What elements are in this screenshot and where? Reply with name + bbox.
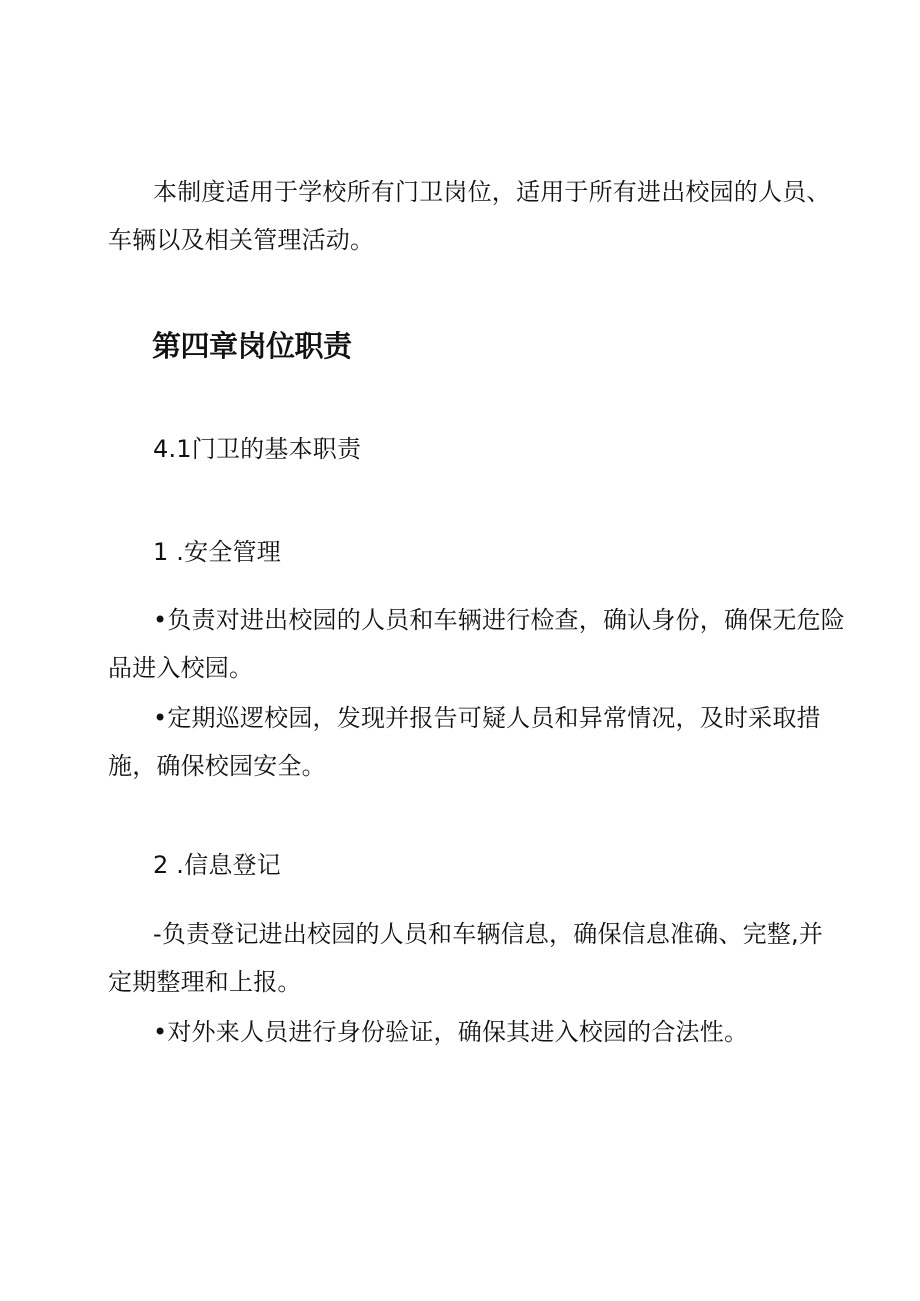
part1-item2-line-1: •定期巡逻校园，发现并报告可疑人员和异常情况，及时采取措 xyxy=(153,704,821,732)
part1-item2-line-2: 施，确保校园安全。 xyxy=(108,752,326,780)
intro-line-1: 本制度适用于学校所有门卫岗位，适用于所有进出校园的人员、 xyxy=(153,178,831,206)
part1-title: 1 .安全管理 xyxy=(153,538,281,566)
part2-item1-line-1: -负责登记进出校园的人员和车辆信息，确保信息准确、完整,并 xyxy=(153,920,824,948)
intro-line-2: 车辆以及相关管理活动。 xyxy=(108,226,375,254)
section-title: 4.1门卫的基本职责 xyxy=(153,435,362,463)
part1-item1-line-2: 品进入校园。 xyxy=(108,654,254,682)
part2-item1-line-2: 定期整理和上报。 xyxy=(108,968,302,996)
chapter-title: 第四章岗位职责 xyxy=(152,329,352,363)
part2-title: 2 .信息登记 xyxy=(153,851,281,879)
part1-item1-line-1: •负责对进出校园的人员和车辆进行检查，确认身份，确保无危险 xyxy=(153,606,845,634)
part2-item2-line-1: •对外来人员进行身份验证，确保其进入校园的合法性。 xyxy=(153,1018,749,1046)
